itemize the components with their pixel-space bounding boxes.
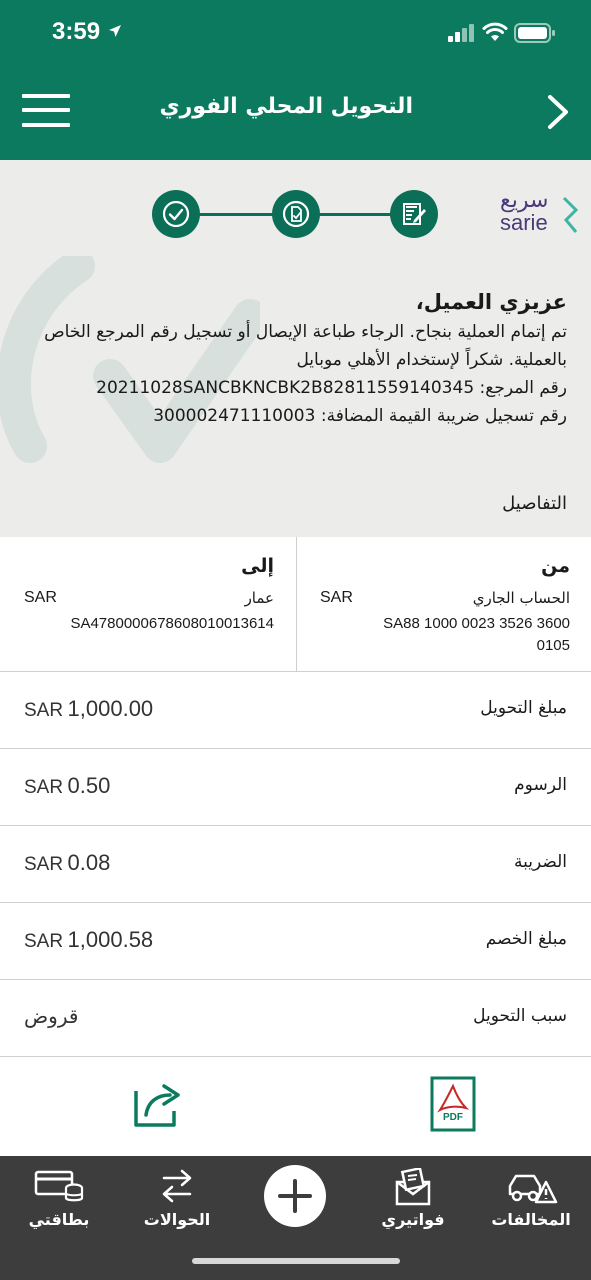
- row-label: مبلغ الخصم: [485, 929, 567, 949]
- tab-label: المخالفات: [491, 1210, 571, 1229]
- plus-icon: [277, 1178, 313, 1214]
- menu-icon-bar: [22, 108, 70, 112]
- tab-label: فواتيري: [381, 1210, 445, 1229]
- from-to-section: [0, 537, 591, 672]
- row-label: سبب التحويل: [473, 1006, 567, 1026]
- tab-label: بطاقتي: [28, 1210, 90, 1229]
- currency: SAR: [24, 854, 64, 875]
- to-currency: SAR: [24, 589, 57, 606]
- from-currency: SAR: [320, 589, 353, 606]
- reference-value: 20211028SANCBKNCBK2B82811559140345: [96, 378, 475, 398]
- pdf-file-icon: [430, 1076, 476, 1132]
- battery-icon: [514, 23, 556, 43]
- row-label: الرسوم: [514, 775, 567, 795]
- vat-line: [27, 402, 567, 430]
- wifi-icon: [482, 22, 508, 42]
- confirmation-message: [27, 286, 567, 430]
- details-heading: التفاصيل: [502, 493, 567, 514]
- greeting-text: عزيزي العميل،: [415, 290, 567, 314]
- fees-row: [0, 749, 591, 826]
- transfer-arrows-icon: [160, 1168, 194, 1204]
- reason-value: قروض: [24, 1004, 79, 1028]
- reference-line: [27, 374, 567, 402]
- status-time: 3:59: [52, 18, 101, 45]
- row-value: [24, 927, 153, 953]
- check-circle-icon: [161, 199, 191, 229]
- location-arrow-icon: [108, 24, 122, 38]
- menu-icon-bar: [22, 94, 70, 98]
- currency: SAR: [24, 931, 64, 952]
- amount: 0.08: [67, 850, 111, 875]
- vat-row: [0, 826, 591, 903]
- from-iban: SA88 1000 0023 3526 3600 0105: [383, 615, 570, 654]
- column-divider: [296, 537, 297, 672]
- menu-icon-bar: [22, 123, 70, 127]
- menu-button[interactable]: [22, 92, 72, 130]
- tab-violations[interactable]: [476, 1164, 586, 1236]
- to-iban: SA4780000678608010013614: [70, 615, 274, 632]
- progress-stepper: [152, 190, 440, 240]
- tab-label: الحوالات: [143, 1210, 211, 1229]
- row-value: [24, 773, 110, 799]
- sarie-logo-arabic: سريع: [500, 188, 549, 213]
- transfer-reason-row: [0, 980, 591, 1057]
- sarie-logo-mark-icon: [562, 196, 580, 234]
- edit-form-icon: [399, 199, 429, 229]
- confirmation-summary: [0, 160, 591, 537]
- car-warning-icon: [504, 1168, 558, 1206]
- add-fab-button[interactable]: [264, 1165, 326, 1227]
- page-title: التحويل المحلي الفوري: [159, 94, 413, 119]
- amount: 1,000.58: [67, 927, 154, 952]
- transfer-amount-row: [0, 672, 591, 749]
- vat-label: رقم تسجيل ضريبة القيمة المضافة:: [320, 406, 567, 426]
- message-body: تم إتمام العملية بنجاح. الرجاء طباعة الإيصال أو تسجيل رقم المرجع الخاص بالعملية. شكراً لإستخدام الأهلي موبايل: [44, 322, 567, 370]
- step-edit-form: [390, 190, 438, 238]
- pdf-download-button[interactable]: [430, 1076, 476, 1132]
- currency: SAR: [24, 777, 64, 798]
- amount: 1,000.00: [67, 696, 154, 721]
- from-account-name: الحساب الجاري: [472, 589, 570, 607]
- to-beneficiary-name: عمار: [244, 589, 274, 607]
- card-coins-icon: [34, 1168, 84, 1204]
- app-header: [0, 0, 591, 160]
- debit-amount-row: [0, 903, 591, 980]
- bills-envelope-icon: [393, 1168, 433, 1206]
- row-value: [24, 850, 110, 876]
- row-label: الضريبة: [513, 852, 567, 872]
- home-indicator[interactable]: [192, 1258, 400, 1264]
- receipt-actions: [0, 1059, 591, 1156]
- from-title: من: [541, 555, 570, 577]
- tab-cards[interactable]: [4, 1164, 114, 1236]
- share-icon[interactable]: [132, 1081, 184, 1129]
- pdf-label: PDF: [443, 1112, 463, 1123]
- amount: 0.50: [67, 773, 111, 798]
- step-complete-check: [152, 190, 200, 238]
- tab-bills[interactable]: [358, 1164, 468, 1236]
- row-value: [24, 696, 153, 722]
- cellular-signal-icon: [448, 24, 476, 42]
- sarie-logo-latin: sarie: [500, 210, 548, 235]
- step-document-verified: [272, 190, 320, 238]
- tab-transfers[interactable]: [122, 1164, 232, 1236]
- back-chevron-icon[interactable]: [545, 94, 571, 130]
- row-label: مبلغ التحويل: [480, 698, 567, 718]
- currency: SAR: [24, 700, 64, 721]
- to-title: إلى: [241, 555, 274, 577]
- reference-label: رقم المرجع:: [479, 378, 567, 398]
- status-bar: [0, 0, 591, 68]
- verified-document-icon: [281, 199, 311, 229]
- vat-value: 300002471110003: [153, 406, 316, 426]
